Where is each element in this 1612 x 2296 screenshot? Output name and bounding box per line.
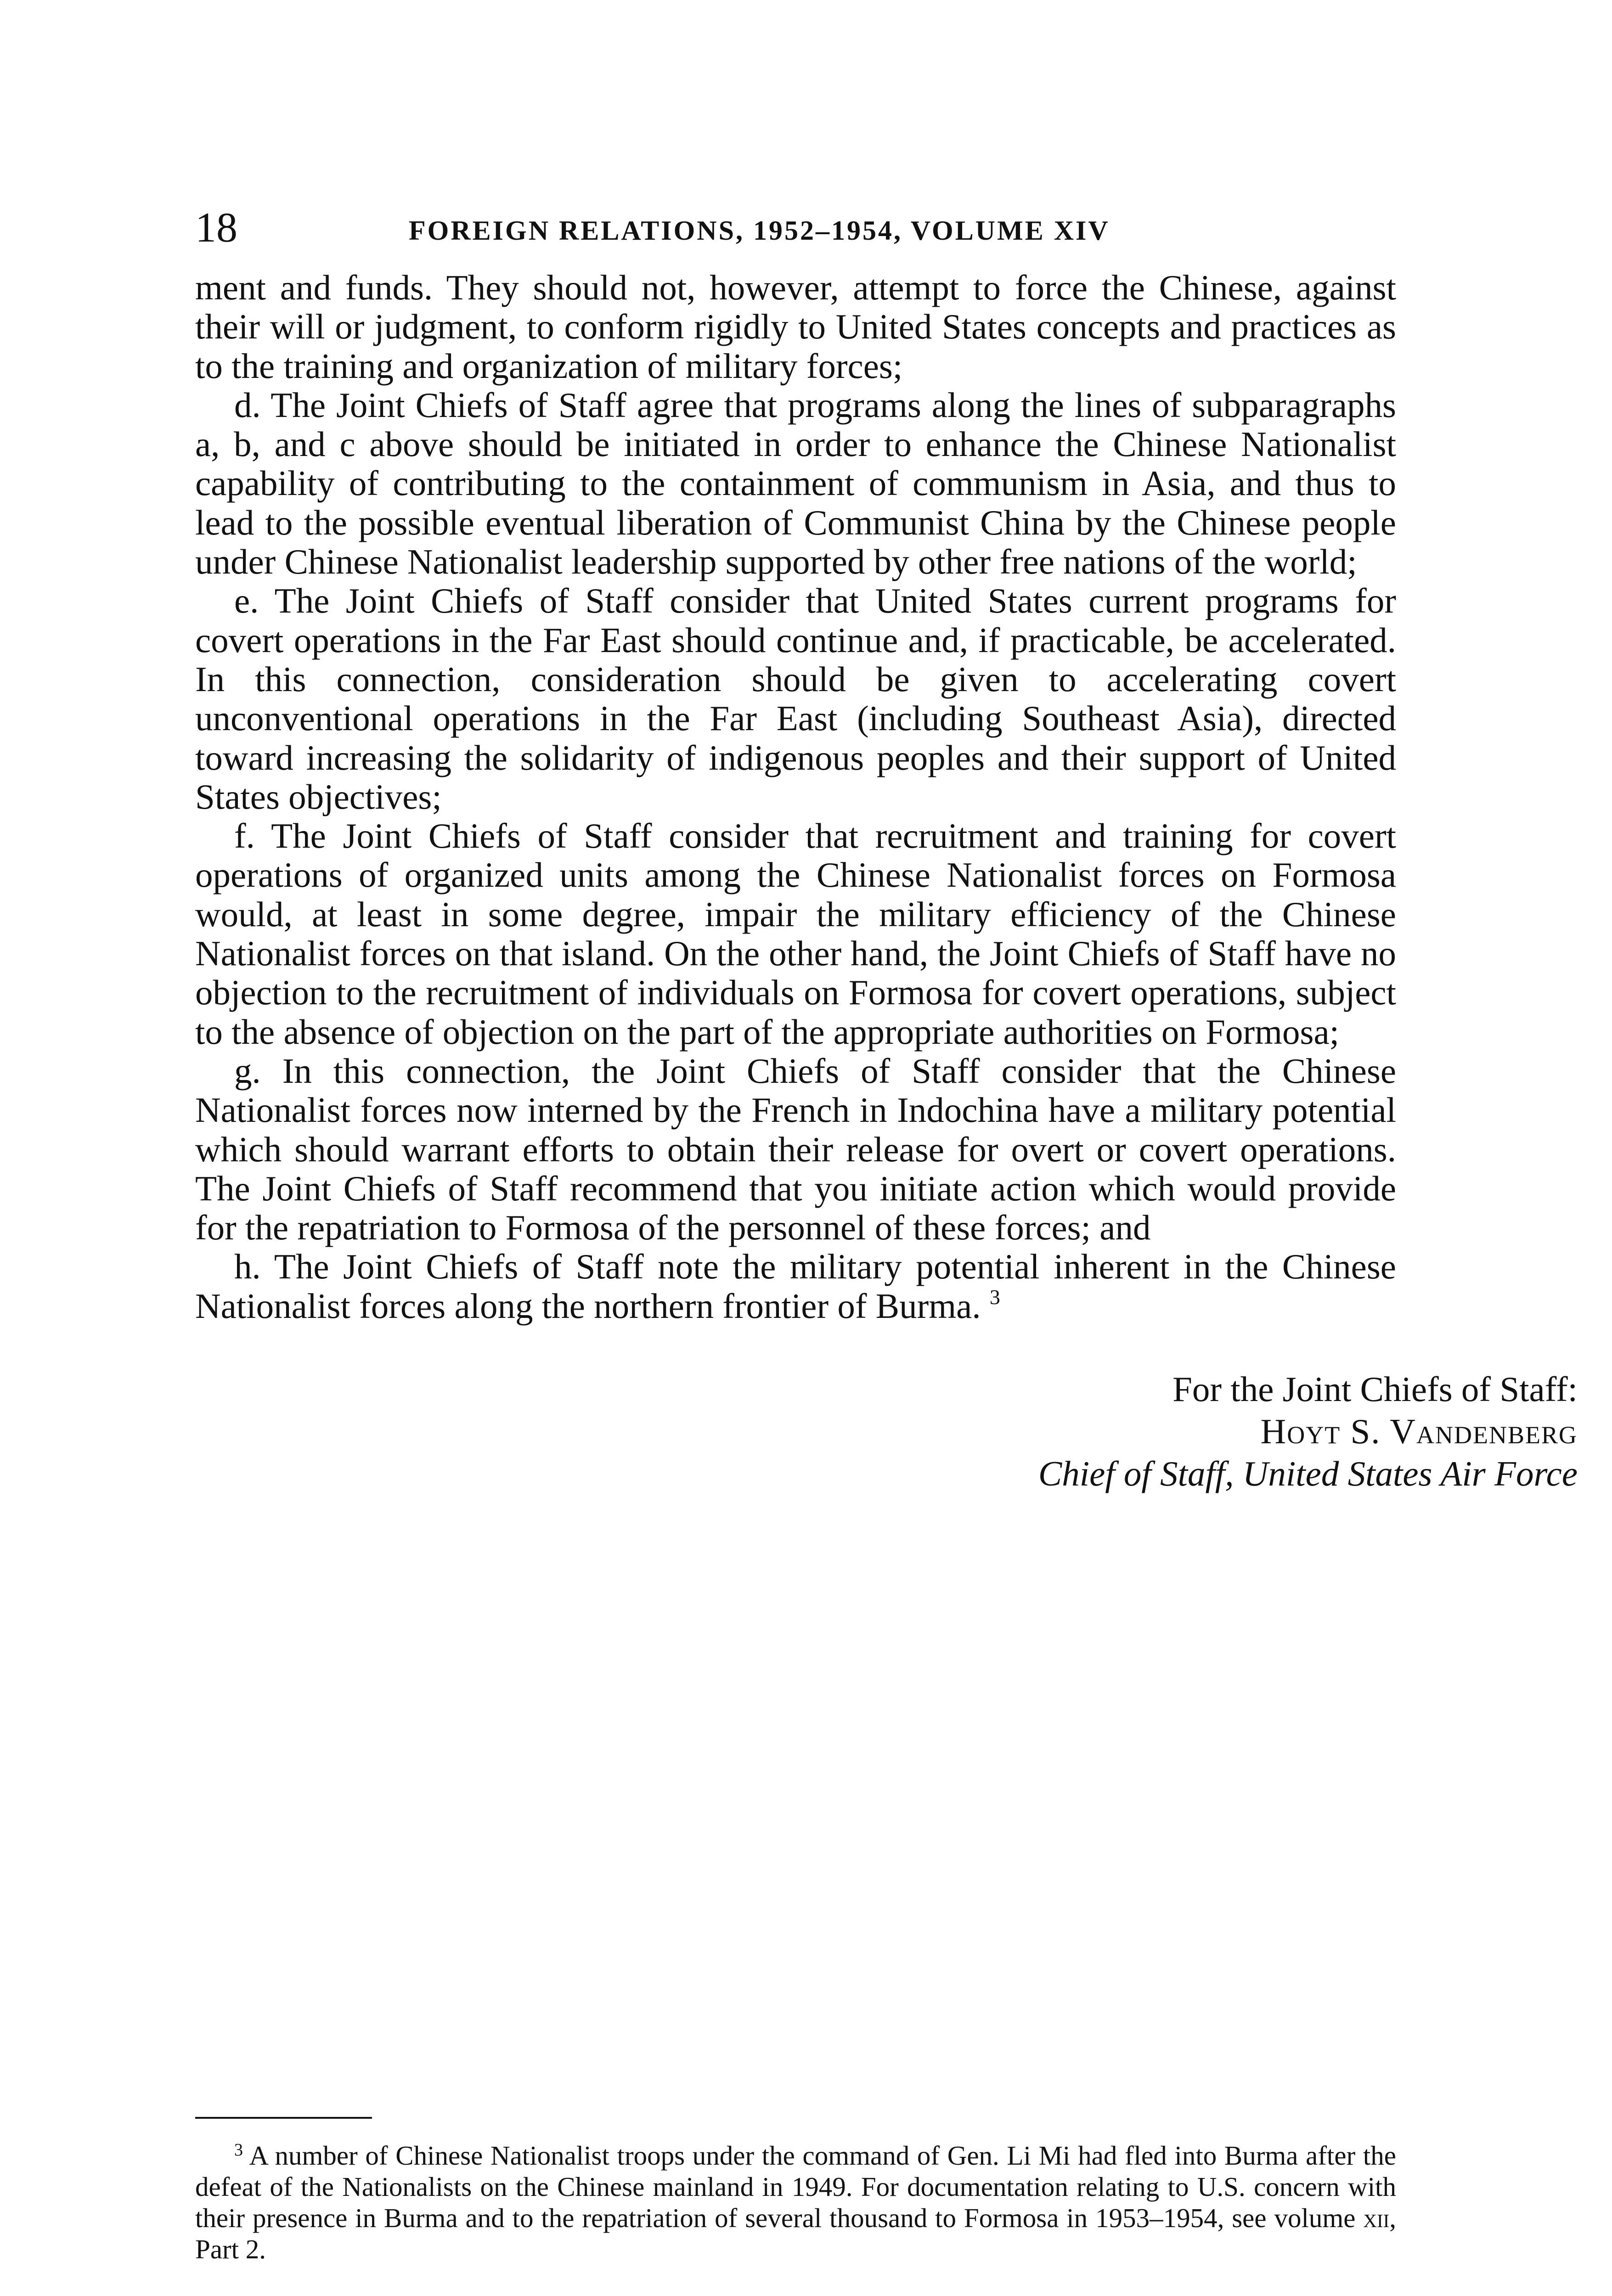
signature-block	[889, 1368, 1578, 1495]
paragraph-e: e. The Joint Chiefs of Staff consider that United States current programs for covert operations in the Far East should continue and, if practicable, be accelerated. In this connection, consideration should be given to accelerating covert unconventional operations in the Far East (including Southeast Asia), directed toward increasing the solidarity of indigenous peoples and their support of United States objectives;	[195, 581, 1396, 816]
footnote	[195, 2140, 1396, 2265]
paragraph-h-text: h. The Joint Chiefs of Staff note the military potential inherent in the Chinese Nationalist forces along the northern frontier of Burma.	[195, 1247, 1396, 1326]
paragraph-g: g. In this connection, the Joint Chiefs of Staff consider that the Chinese Nationalist forces now interned by the French in Indochina have a military potential which should warrant efforts to obtain their release for overt or covert operations. The Joint Chiefs of Staff recommend that you initiate action which would provide for the repatriation to Formosa of the personnel of these forces; and	[195, 1051, 1396, 1248]
signer-title: Chief of Staff, United States Air Force	[1038, 1454, 1578, 1494]
paragraph-d: d. The Joint Chiefs of Staff agree that programs along the lines of subparagraphs a, b, and c above should be initiated in order to enhance the Chinese Nationalist capability of contributing to the containment of communism in Asia, and thus to lead to the possible eventual liberation of Communist China by the Chinese people under Chinese Nationalist leadership supported by other free nations of the world;	[195, 385, 1396, 582]
footnote-volume-number: xii	[1363, 2203, 1390, 2233]
signature-for-line: For the Joint Chiefs of Staff:	[1172, 1369, 1578, 1409]
paragraph-f: f. The Joint Chiefs of Staff consider that recruitment and training for covert operations of organized units among the Chinese Nationalist forces on Formosa would, at least in some degree, impair the military efficiency of the Chinese Nationalist forces on that island. On the other hand, the Joint Chiefs of Staff have no objection to the recruitment of individuals on Formosa for covert operations, subject to the absence of objection on the part of the appropriate authorities on Formosa;	[195, 816, 1396, 1052]
footnote-reference[interactable]: 3	[989, 1285, 1000, 1309]
page-number: 18	[195, 204, 237, 251]
paragraph-h	[195, 1247, 1396, 1326]
page-content	[195, 202, 1578, 1495]
paragraph-continuation: ment and funds. They should not, however, attempt to force the Chinese, against their will or judgment, to conform rigidly to United States concepts and practices as to the training and organization of military forces;	[195, 268, 1396, 386]
footnote-text: A number of Chinese Nationalist troops under the command of Gen. Li Mi had fled into Burma after the defeat of the Nationalists on the Chinese mainland in 1949. For documentation relating to U.S. concern with their presence in Burma and to the repatriation of several thousand to Formosa in 1953–1954, see volume	[195, 2140, 1396, 2233]
signer-name: Hoyt S. Vandenberg	[1260, 1412, 1578, 1452]
footnote-marker: 3	[234, 2140, 243, 2160]
main-text	[195, 268, 1396, 1326]
footnote-divider	[195, 2117, 372, 2119]
footnote-text-end: , Part 2.	[195, 2203, 1397, 2264]
running-header-title: FOREIGN RELATIONS, 1952–1954, VOLUME XIV	[409, 215, 1110, 246]
running-header	[195, 202, 1396, 266]
